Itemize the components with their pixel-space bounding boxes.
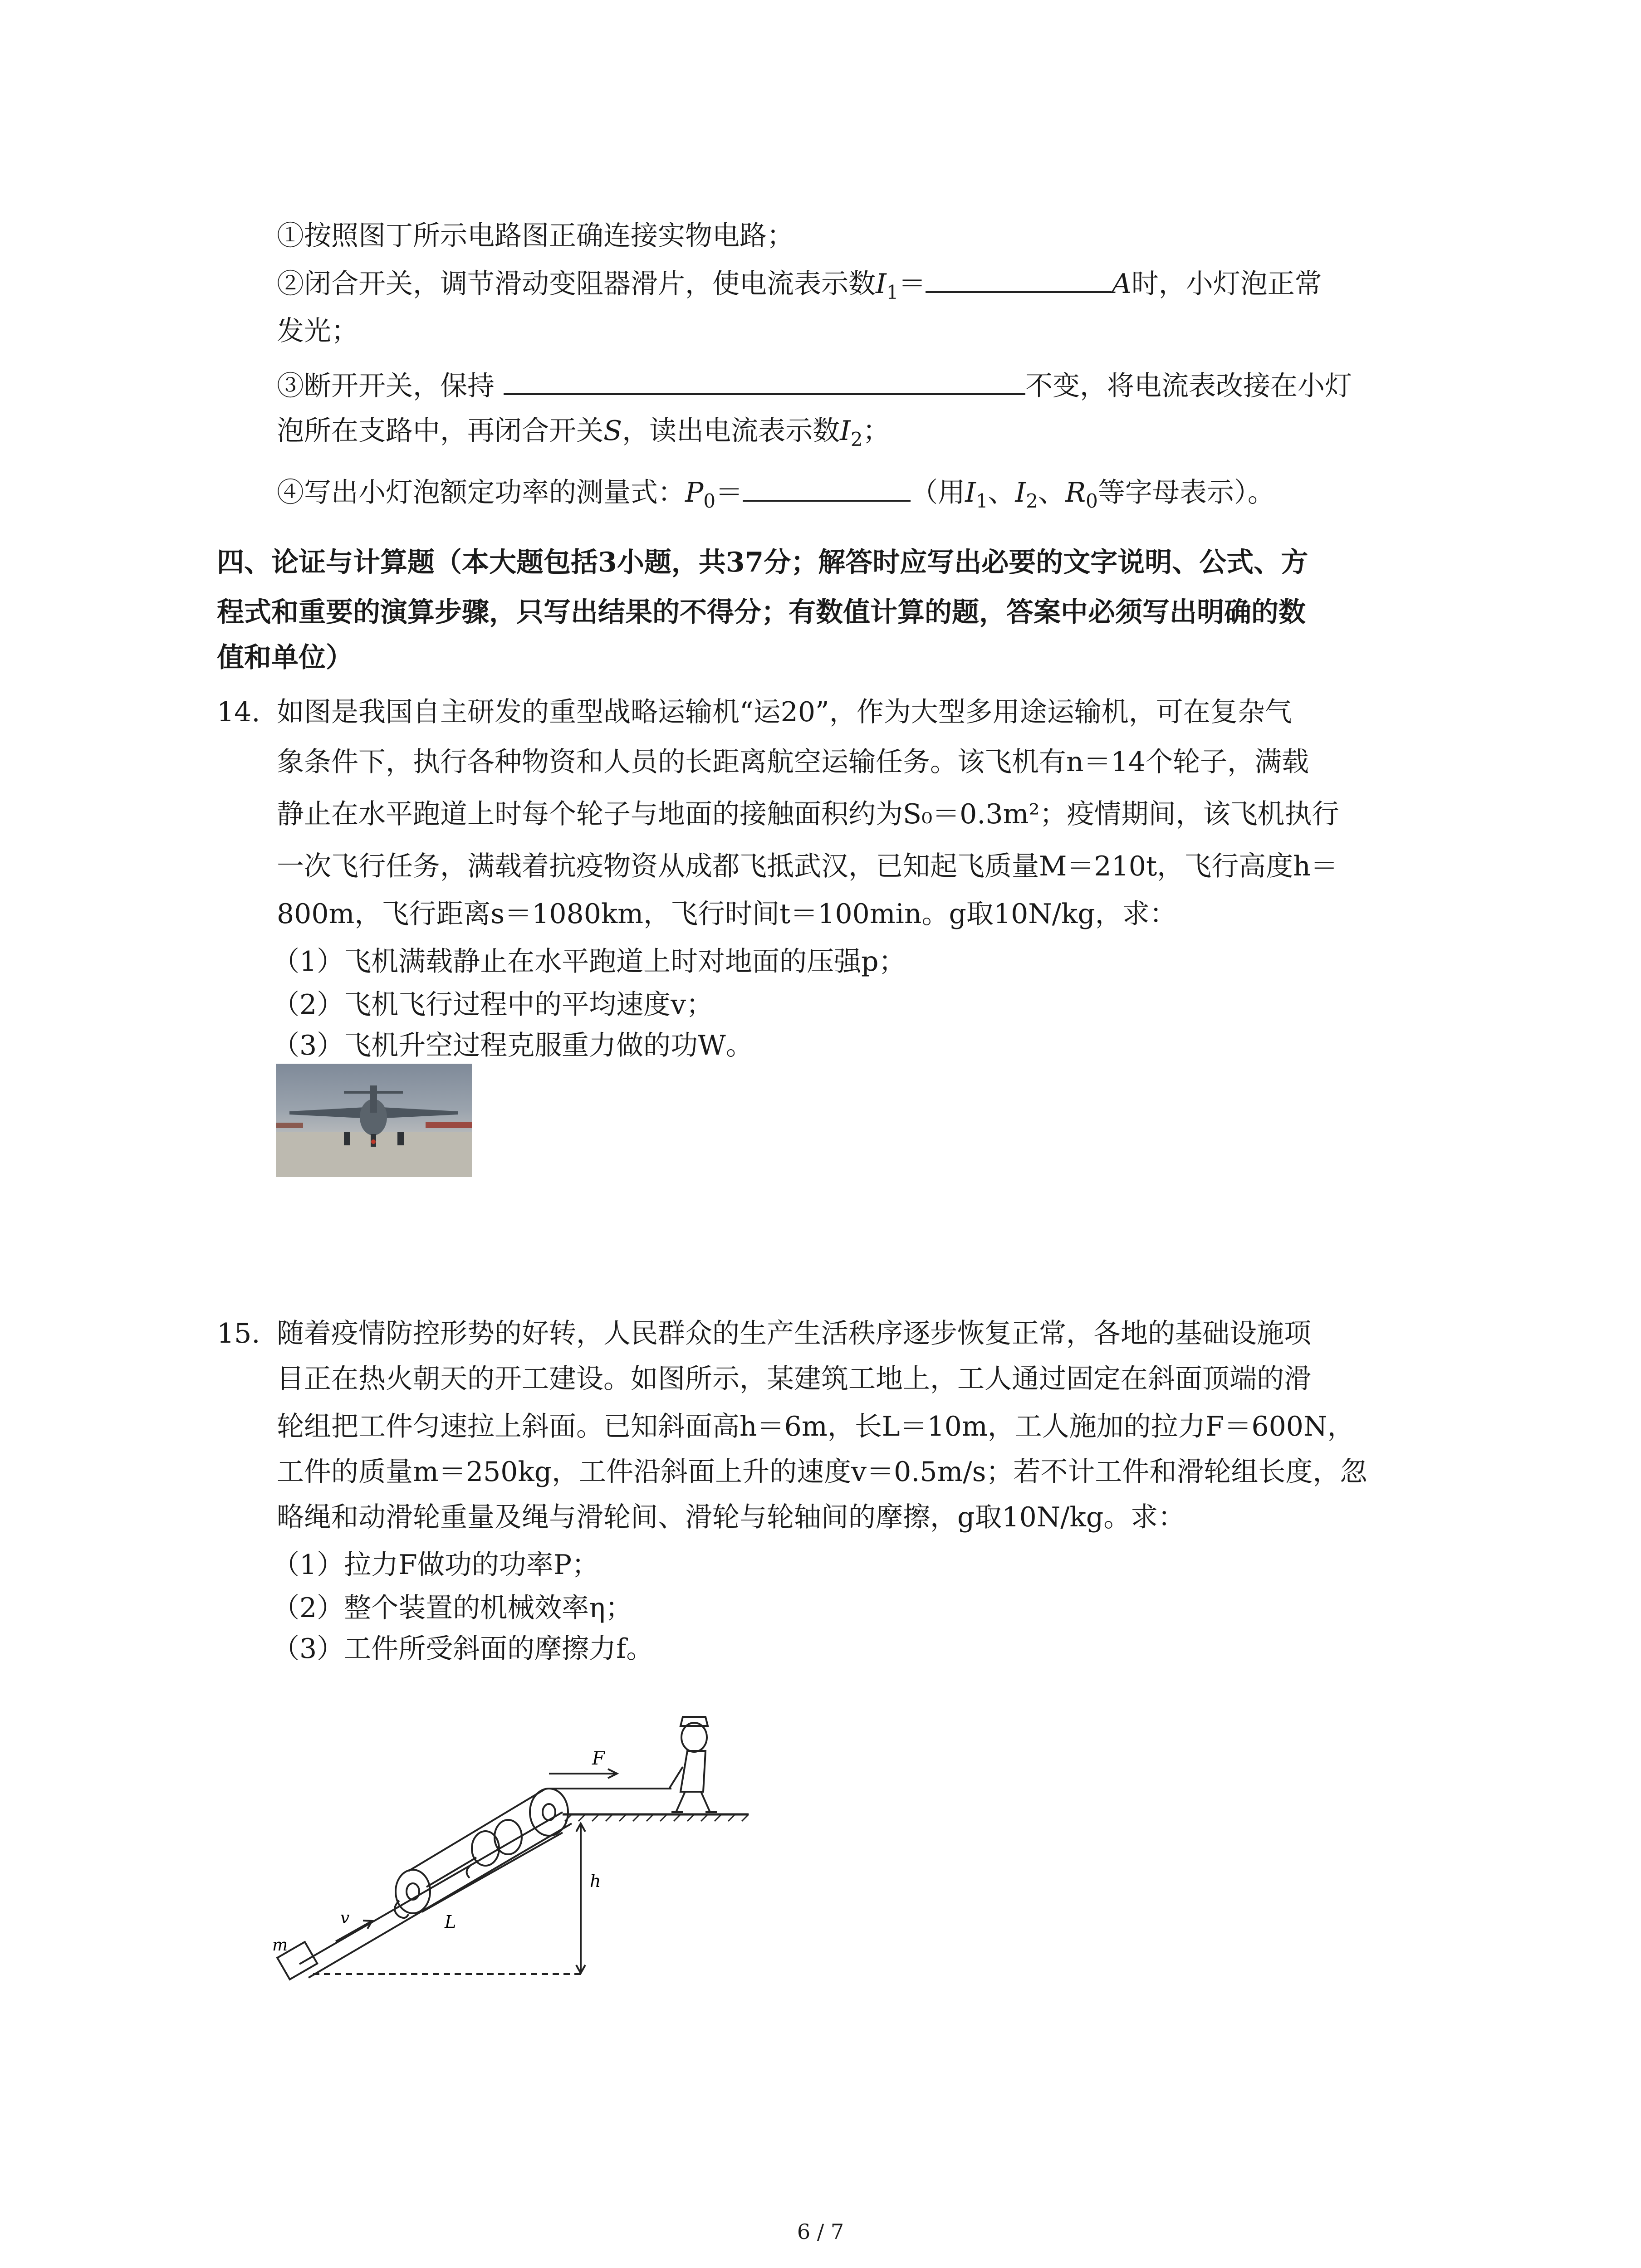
t: ；: [862, 415, 890, 447]
t: 等字母表示）。: [1097, 477, 1275, 508]
answer-blank-i1[interactable]: [926, 263, 1112, 293]
q14-line-3: 静止在水平跑道上时每个轮子与地面的接触面积约为S₀＝0.3m²；疫情期间，该飞机执行: [277, 798, 1339, 830]
step-2: [277, 263, 1322, 311]
incline-surface: [309, 1823, 572, 1978]
answer-blank-p0[interactable]: [743, 472, 911, 502]
t: 、: [988, 477, 1015, 508]
step-2-end: 时，小灯泡正常: [1131, 268, 1322, 300]
q15-line-3: 轮组把工件匀速拉上斜面。已知斜面高h＝6m，长L＝10m，工人施加的拉力F＝600N，: [277, 1411, 1355, 1442]
q15-line-4: 工件的质量m＝250kg，工件沿斜面上升的速度v＝0.5m/s；若不计工件和滑轮组长度，忽: [277, 1456, 1367, 1488]
q14-line-2: 象条件下，执行各种物资和人员的长距离航空运输任务。该飞机有n＝14个轮子，满载: [277, 746, 1309, 778]
label-F: F: [592, 1748, 605, 1769]
q14-line-1: 如图是我国自主研发的重型战略运输机“运20”，作为大型多用途运输机，可在复杂气: [277, 696, 1292, 728]
q14-number: 14.: [217, 696, 260, 728]
step-2-cont: 发光；: [277, 315, 358, 347]
step-2-text: ②闭合开关，调节滑动变阻器滑片，使电流表示数: [277, 268, 876, 300]
var-s: S: [603, 415, 622, 447]
rope-middle: [426, 1857, 476, 1887]
incline-svg: [272, 1687, 753, 1982]
label-m: m: [272, 1936, 288, 1955]
label-h: h: [590, 1871, 601, 1891]
sub: 2: [1026, 490, 1038, 512]
var-i2: I: [840, 415, 851, 447]
var: R: [1065, 477, 1086, 508]
incline-surface-top: [299, 1812, 563, 1964]
q14-line-5: 800m，飞行距离s＝1080km，飞行时间t＝100min。g取10N/kg，求：: [277, 898, 1177, 930]
unit-a: A: [1112, 268, 1132, 300]
rope-top: [408, 1789, 544, 1871]
q15-line-5: 略绳和动滑轮重量及绳与滑轮间、滑轮与轮轴间的摩擦，g取10N/kg。求：: [277, 1501, 1185, 1533]
q15-line-2: 目正在热火朝天的开工建设。如图所示，某建筑工地上，工人通过固定在斜面顶端的滑: [277, 1363, 1311, 1395]
var-p: P: [685, 477, 704, 508]
aircraft-photo: [276, 1064, 472, 1177]
q15-number: 15.: [217, 1318, 260, 1349]
q15-part-3: （3）工件所受斜面的摩擦力f。: [272, 1633, 654, 1665]
t: ④写出小灯泡额定功率的测量式：: [277, 477, 685, 508]
rope-bottom: [422, 1833, 563, 1912]
q15-part-2: （2）整个装置的机械效率η；: [272, 1592, 633, 1624]
var-i: I: [876, 268, 887, 300]
step-3-text: ③断开开关，保持: [277, 370, 495, 402]
step-4: [277, 472, 1275, 519]
section-heading-3: 值和单位）: [217, 642, 353, 674]
label-L: L: [445, 1912, 456, 1932]
q14-part-3: （3）飞机升空过程克服重力做的功W。: [272, 1030, 753, 1061]
eq: ＝: [715, 477, 743, 508]
aircraft-image: [276, 1064, 472, 1177]
q14-line-4: 一次飞行任务，满载着抗疫物资从成都飞抵武汉，已知起飞质量M＝210t，飞行高度h＝: [277, 850, 1338, 882]
step-3: [277, 365, 1352, 404]
section-heading-1: 四、论证与计算题（本大题包括3小题，共37分；解答时应写出必要的文字说明、公式、方: [217, 547, 1308, 578]
page-number: 6 / 7: [797, 2219, 844, 2244]
section-heading-2: 程式和重要的演算步骤，只写出结果的不得分；有数值计算的题，答案中必须写出明确的数: [217, 596, 1306, 628]
step-3-end: 不变，将电流表改接在小灯: [1025, 370, 1352, 402]
t: （用: [911, 477, 965, 508]
answer-blank-keep[interactable]: [504, 365, 1025, 395]
t: 、: [1038, 477, 1065, 508]
sub: 0: [703, 490, 716, 512]
sub: 1: [975, 490, 988, 512]
step-3-cont: [277, 413, 890, 458]
fixed-pulley-hub: [543, 1804, 555, 1820]
incline-pulley-diagram: [272, 1687, 753, 1982]
q15-line-1: 随着疫情防控形势的好转，人民群众的生产生活秩序逐步恢复正常，各地的基础设施项: [277, 1318, 1311, 1349]
sub: 2: [850, 428, 863, 450]
label-v: v: [340, 1909, 350, 1927]
q15-part-1: （1）拉力F做功的功率P；: [272, 1549, 599, 1581]
movable-pulley-1-hub: [407, 1883, 419, 1900]
q14-part-2: （2）飞机飞行过程中的平均速度v；: [272, 989, 714, 1021]
t: 泡所在支路中，再闭合开关: [277, 415, 603, 447]
t: ，读出电流表示数: [622, 415, 840, 447]
sub: 0: [1086, 490, 1098, 512]
worker-figure: [669, 1717, 717, 1812]
var: I: [1015, 477, 1026, 508]
step-1: ①按照图丁所示电路图正确连接实物电路；: [277, 220, 794, 252]
q14-part-1: （1）飞机满载静止在水平跑道上时对地面的压强p；: [272, 946, 906, 978]
eq: ＝: [898, 268, 926, 300]
var: I: [965, 477, 976, 508]
sub: 1: [886, 281, 899, 303]
